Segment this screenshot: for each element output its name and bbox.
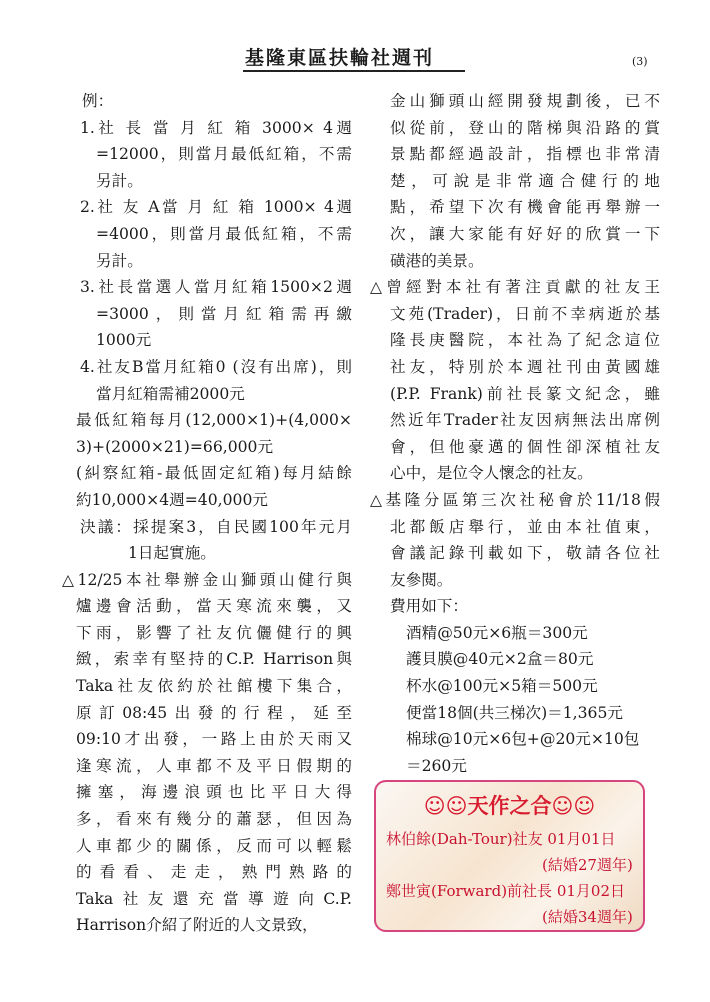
text-line: 約10,000×4週=40,000元 — [76, 490, 268, 509]
text-line: 金山獅頭山經開發規劃後，已不 — [390, 92, 660, 110]
text-line: 原訂08:45出發的行程，延至 — [76, 703, 352, 722]
text-line: 1.社 長 當 月 紅 箱 3000× 4週 — [80, 118, 352, 137]
page-number: (3) — [632, 55, 648, 68]
anniversary-entry: 鄭世寅(Forward)前社長 01月02日 — [386, 882, 625, 900]
text-line: =3000，則當月紅箱需再繳 — [96, 304, 352, 323]
text-line: 文苑(Trader)，日前不幸病逝於基 — [390, 304, 660, 323]
text-line: 點，希望下次有機會能再舉辦一 — [390, 198, 660, 217]
text-line: (糾察紅箱-最低固定紅箱)每月結餘 — [76, 464, 352, 483]
text-line: (P.P. Frank)前社長篆文紀念，雖 — [390, 384, 660, 403]
title-underline — [243, 70, 465, 72]
newsletter-title: 基隆東區扶輪社週刊 — [245, 47, 435, 69]
text-line: 1000元 — [96, 331, 152, 350]
text-line: 人車都少的關係，反而可以輕鬆 — [76, 836, 352, 855]
text-line: 會，但他豪邁的個性卻深植社友 — [390, 437, 660, 456]
text-line: 當月紅箱需補2000元 — [96, 384, 245, 403]
text-line: 3)+(2000×21)=66,000元 — [76, 437, 274, 456]
text-line: Taka社友還充當導遊向C.P. — [76, 889, 352, 908]
text-line: 隆長庚醫院，本社為了紀念這位 — [390, 331, 660, 350]
text-line: △12/25本社舉辦金山獅頭山健行與 — [62, 570, 352, 589]
text-line: 的看看、走走，熟門熟路的 — [76, 863, 352, 882]
text-line: 多，看來有幾分的蕭瑟，但因為 — [76, 810, 352, 829]
text-line: 09:10才出發，一路上由於天雨又 — [76, 730, 352, 749]
anniversary-entry: 林伯餘(Dah-Tour)社友 01月01日 — [386, 830, 616, 848]
text-line: 另計。 — [96, 171, 143, 190]
expense-line: 酒精@50元×6瓶＝300元 — [406, 623, 588, 642]
expense-line: 便當18個(共三梯次)＝1,365元 — [406, 703, 623, 722]
text-line: 社友，特別於本週社刊由黃國雄 — [390, 357, 660, 376]
text-line: 友參閱。 — [390, 570, 453, 589]
text-line: 磺港的美景。 — [390, 251, 484, 270]
text-line: 楚，可說是非常適合健行的地 — [390, 171, 660, 190]
expense-line: 杯水@100元×5箱＝500元 — [406, 677, 598, 696]
text-line: 心中，是位令人懷念的社友。 — [390, 464, 593, 483]
text-line: 然近年Trader社友因病無法出席例 — [390, 411, 660, 430]
expense-line: 棉球@10元×6包+@20元×10包 — [406, 730, 640, 749]
text-line: 例： — [82, 92, 114, 110]
text-line: 2.社 友 A當 月 紅 箱 1000× 4週 — [80, 198, 352, 217]
text-line: 4.社友B當月紅箱0 (沒有出席)，則 — [80, 357, 352, 376]
text-line: 爐邊會活動，當天寒流來襲，又 — [76, 597, 352, 616]
text-line: 1日起實施。 — [128, 544, 216, 563]
text-line: 最低紅箱每月(12,000×1)+(4,000× — [76, 411, 352, 430]
text-line: 緻，索幸有堅持的C.P. Harrison與 — [76, 650, 352, 669]
text-line: Harrison介紹了附近的人文景致， — [76, 916, 318, 935]
anniversary-years: (結婚34週年) — [542, 908, 633, 926]
text-line: 景點都經過設計，指標也非常清 — [390, 145, 660, 164]
left-column — [62, 88, 352, 939]
anniversary-box — [374, 780, 645, 932]
expense-line: 護貝膜@40元×2盒＝80元 — [406, 650, 594, 669]
text-line: △基隆分區第三次社秘會於11/18假 — [370, 490, 660, 509]
text-line: =4000，則當月最低紅箱，不需 — [96, 224, 352, 243]
text-line: 另計。 — [96, 251, 143, 270]
text-line: 次，讓大家能有好好的欣賞一下 — [390, 224, 660, 243]
text-line: 逢寒流，人車都不及平日假期的 — [76, 756, 352, 775]
anniversary-title: ☺☺天作之合☺☺ — [423, 794, 596, 818]
text-line: 決議：採提案3，自民國100年元月 — [80, 517, 352, 536]
anniversary-years: (結婚27週年) — [542, 856, 633, 874]
text-line: 3.社長當選人當月紅箱1500×2週 — [80, 278, 352, 297]
text-line: =12000，則當月最低紅箱，不需 — [96, 145, 352, 164]
text-line: 似從前，登山的階梯與沿路的賞 — [390, 118, 660, 137]
text-line: Taka社友依約於社館樓下集合， — [76, 677, 352, 696]
text-line: △曾經對本社有著注貢獻的社友王 — [370, 278, 660, 297]
text-line: 費用如下： — [390, 597, 468, 616]
text-line: 下雨，影響了社友伉儷健行的興 — [76, 623, 352, 642]
text-line: 擁塞，海邊浪頭也比平日大得 — [76, 783, 352, 802]
text-line: 會議記錄刊載如下，敬請各位社 — [390, 544, 660, 563]
text-line: 北都飯店舉行，並由本社值東， — [390, 517, 660, 536]
expense-line: ＝260元 — [406, 756, 467, 775]
right-column — [370, 88, 660, 779]
